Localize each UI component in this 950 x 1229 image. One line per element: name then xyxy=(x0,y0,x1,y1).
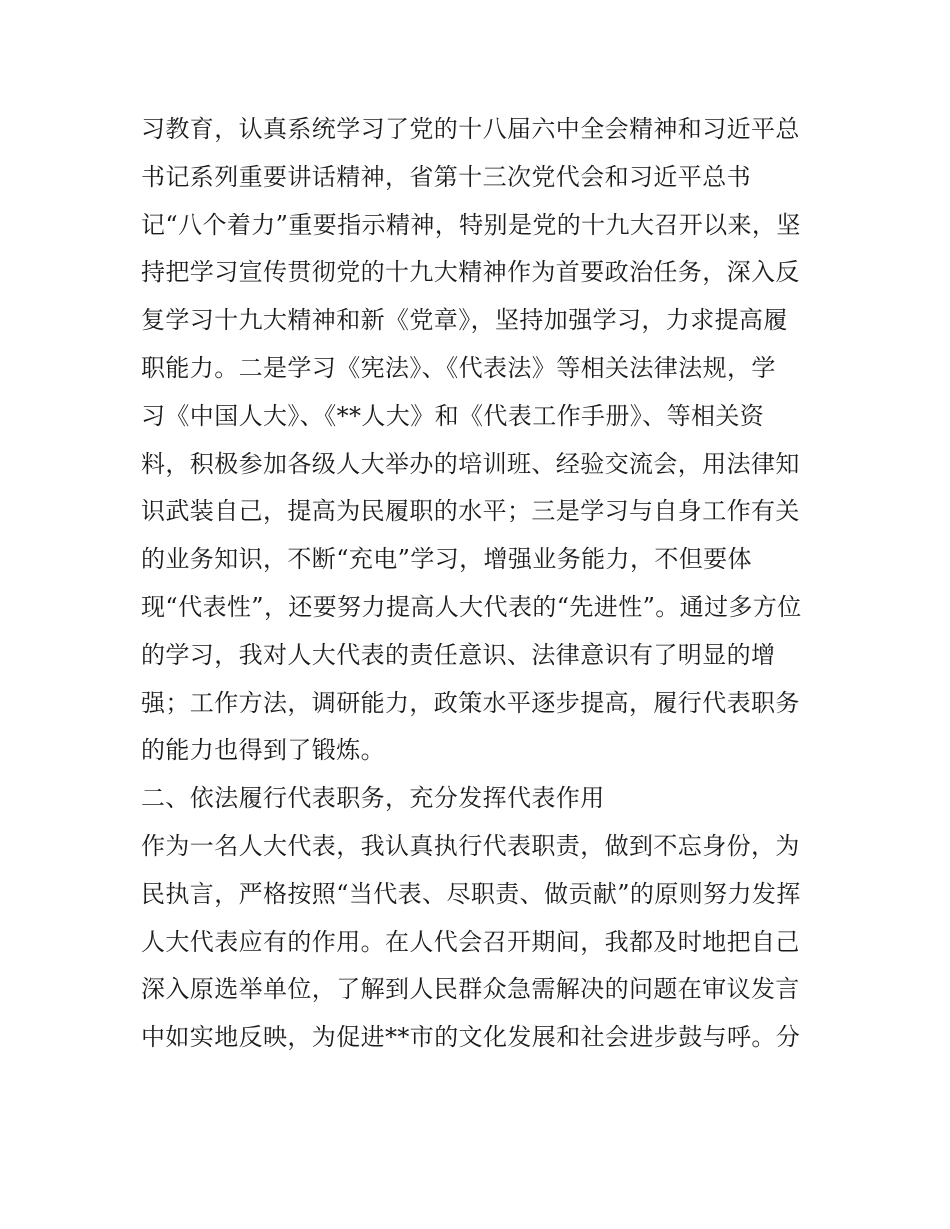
text-line: 职能力。二是学习《宪法》、《代表法》等相关法律法规，学 xyxy=(141,353,776,382)
text-line: 的业务知识，不断“充电”学习，增强业务能力，不但要体 xyxy=(141,545,752,574)
text-line: 识武装自己，提高为民履职的水平；三是学习与自身工作有关 xyxy=(141,497,800,526)
text-line: 书记系列重要讲话精神，省第十三次党代会和习近平总书 xyxy=(141,162,751,191)
body-text xyxy=(141,106,821,1062)
text-line: 作为一名人大代表，我认真执行代表职责，做到不忘身份，为 xyxy=(141,831,800,860)
text-line: 的学习，我对人大代表的责任意识、法律意识有了明显的增 xyxy=(141,640,776,669)
text-line: 中如实地反映，为促进**市的文化发展和社会进步鼓与呼。分 xyxy=(141,1023,801,1052)
text-line: 现“代表性”，还要努力提高人大代表的“先进性”。通过多方位 xyxy=(141,592,802,621)
text-line: 持把学习宣传贯彻党的十九大精神作为首要政治任务，深入反 xyxy=(141,258,800,287)
text-line: 料，积极参加各级人大举办的培训班、经验交流会，用法律知 xyxy=(141,449,800,478)
text-line: 的能力也得到了锻炼。 xyxy=(141,736,385,765)
text-line: 习《中国人大》、《**人大》和《代表工作手册》、等相关资 xyxy=(141,401,765,430)
text-line: 习教育，认真系统学习了党的十八届六中全会精神和习近平总 xyxy=(141,115,800,143)
text-line: 复学习十九大精神和新《党章》，坚持加强学习，力求提高履 xyxy=(141,306,788,335)
text-line: 记“八个着力”重要指示精神，特别是党的十九大召开以来，坚 xyxy=(141,210,801,239)
text-line: 民执言，严格按照“当代表、尽职责、做贡献”的原则努力发挥 xyxy=(141,879,801,908)
text-line: 人大代表应有的作用。在人代会召开期间，我都及时地把自己 xyxy=(141,927,800,956)
section-heading: 二、依法履行代表职务，充分发挥代表作用 xyxy=(141,784,605,813)
text-line: 深入原选举单位，了解到人民群众急需解决的问题在审议发言 xyxy=(141,975,800,1004)
text-line: 强；工作方法，调研能力，政策水平逐步提高，履行代表职务 xyxy=(141,688,800,717)
